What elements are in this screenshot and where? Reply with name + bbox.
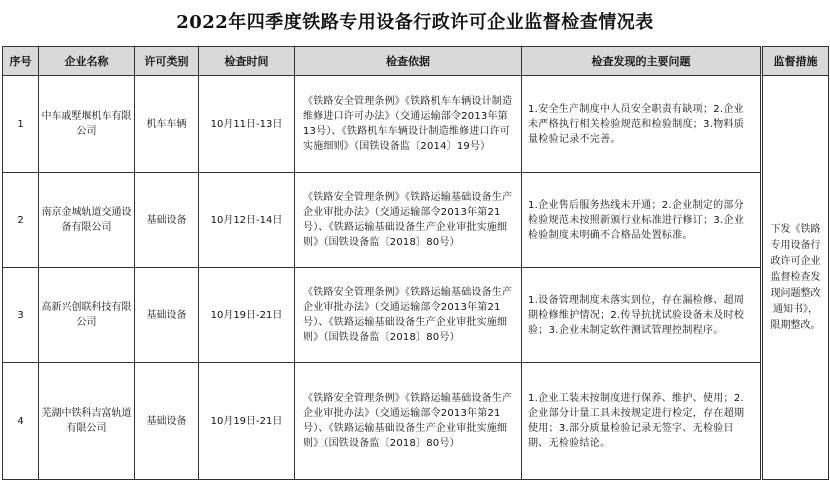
header-basis: 检查依据	[295, 47, 522, 76]
header-issues: 检查发现的主要问题	[522, 47, 762, 76]
cell-no: 1	[3, 76, 39, 173]
cell-basis: 《铁路安全管理条例》《铁路运输基础设备生产企业审批办法》（交通运输部令2013年第21号）、《铁路运输基础设备生产企业审批实施细则》（国铁设备监〔2018〕80号）	[295, 363, 522, 480]
page-title: 2022年四季度铁路专用设备行政许可企业监督检查情况表	[176, 12, 654, 33]
cell-basis: 《铁路安全管理条例》《铁路运输基础设备生产企业审批办法》（交通运输部令2013年第21号）、《铁路运输基础设备生产企业审批实施细则》（国铁设备监〔2018〕80号）	[295, 268, 522, 363]
cell-no: 2	[3, 173, 39, 268]
cell-measure: 下发《铁路专用设备行政许可企业监督检查发现问题整改通知书》，限期整改。	[762, 76, 829, 480]
cell-category: 机车车辆	[135, 76, 199, 173]
cell-basis: 《铁路安全管理条例》《铁路运输基础设备生产企业审批办法》（交通运输部令2013年第21号）、《铁路运输基础设备生产企业审批实施细则》（国铁设备监〔2018〕80号）	[295, 173, 522, 268]
cell-issues: 1.企业工装未按制度进行保养、维护、使用；2.企业部分计量工具未按规定进行检定，存在超期使用；3.部分质量检验记录无签字、无检验日期、无检验结论。	[522, 363, 762, 480]
header-company: 企业名称	[39, 47, 135, 76]
table-row	[3, 268, 829, 363]
cell-no: 3	[3, 268, 39, 363]
cell-time: 10月12日-14日	[199, 173, 295, 268]
cell-company: 芜湖中铁科吉富轨道有限公司	[39, 363, 135, 480]
cell-time: 10月11日-13日	[199, 76, 295, 173]
header-time: 检查时间	[199, 47, 295, 76]
cell-time: 10月19日-21日	[199, 363, 295, 480]
cell-category: 基础设备	[135, 268, 199, 363]
cell-issues: 1.设备管理制度未落实到位，存在漏检修、超周期检修维护情况；2.传导抗扰试验设备未及时校验；3.企业未制定软件测试管理控制程序。	[522, 268, 762, 363]
cell-basis: 《铁路安全管理条例》《铁路机车车辆设计制造维修进口许可办法》（交通运输部令2013年第13号）、《铁路机车车辆设计制造维修进口许可实施细则》（国铁设备监〔2014〕19号）	[295, 76, 522, 173]
table-row	[3, 363, 829, 480]
header-category: 许可类别	[135, 47, 199, 76]
inspection-table	[2, 46, 829, 480]
cell-category: 基础设备	[135, 363, 199, 480]
table-row	[3, 173, 829, 268]
cell-no: 4	[3, 363, 39, 480]
cell-time: 10月19日-21日	[199, 268, 295, 363]
cell-category: 基础设备	[135, 173, 199, 268]
header-no: 序号	[3, 47, 39, 76]
header-measure: 监督措施	[762, 47, 829, 76]
table-header-row	[3, 47, 829, 76]
cell-issues: 1.安全生产制度中人员安全职责有缺项；2.企业未严格执行相关检验规范和检验制度；3.物料质量检验记录不完善。	[522, 76, 762, 173]
cell-issues: 1.企业售后服务热线未开通；2.企业制定的部分检验规范未按照新颁行业标准进行修订；3.企业检验制度未明确不合格品处置标准。	[522, 173, 762, 268]
cell-company: 南京金城轨道交通设备有限公司	[39, 173, 135, 268]
cell-company: 中车戚墅堰机车有限公司	[39, 76, 135, 173]
cell-company: 高新兴创联科技有限公司	[39, 268, 135, 363]
table-row	[3, 76, 829, 173]
